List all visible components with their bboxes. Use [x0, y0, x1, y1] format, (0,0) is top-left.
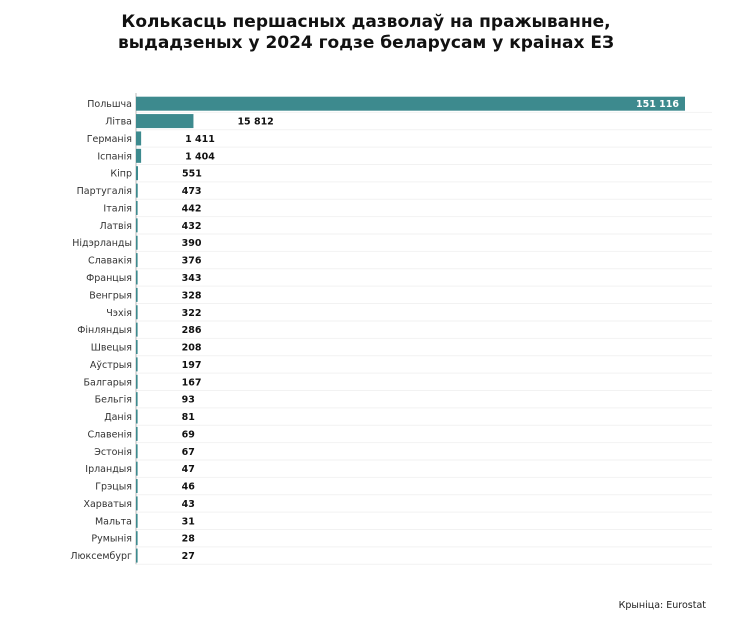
category-label: Харватыя [83, 498, 132, 510]
value-label: 67 [181, 446, 195, 458]
value-label: 27 [181, 551, 195, 563]
category-label: Іспанія [97, 151, 132, 163]
category-label: Францыя [86, 272, 132, 284]
value-label: 208 [181, 342, 202, 354]
category-label: Эстонія [94, 446, 132, 458]
bar [136, 427, 138, 441]
bar [136, 479, 138, 493]
category-label: Люксембург [70, 551, 132, 563]
bar [136, 462, 138, 476]
value-label: 197 [181, 359, 202, 371]
bar [136, 375, 138, 389]
category-label: Літва [105, 116, 132, 128]
chart-title-line-2: выдадзеных у 2024 годзе беларусам у краінах ЕЗ [117, 33, 615, 53]
bar [136, 131, 141, 145]
category-label: Італія [103, 203, 132, 215]
bar [136, 218, 138, 232]
bar [136, 340, 138, 354]
bar [136, 270, 138, 284]
value-label: 47 [181, 464, 195, 476]
bar [136, 410, 138, 424]
value-label: 46 [181, 481, 195, 493]
value-label: 322 [181, 307, 202, 319]
category-label: Польшча [87, 99, 132, 111]
chart-title-line-1: Колькасць першасных дазволаў на пражыванне, [121, 12, 611, 32]
value-label: 167 [181, 377, 202, 389]
category-label: Ірландыя [85, 464, 132, 476]
value-label: 376 [181, 255, 202, 267]
bar [136, 357, 138, 371]
bar [136, 253, 138, 267]
value-label: 1 404 [185, 151, 215, 163]
bar [136, 531, 138, 545]
value-label: 31 [181, 516, 195, 528]
category-label: Нідэрланды [72, 238, 132, 250]
category-label: Фінляндыя [77, 325, 132, 337]
source-note: Крыніца: Eurostat [618, 600, 706, 611]
value-label: 15 812 [237, 116, 274, 128]
category-label: Кіпр [110, 168, 132, 180]
category-label: Партугалія [76, 186, 132, 198]
category-label: Германія [86, 133, 132, 145]
value-label: 286 [181, 325, 202, 337]
bar [136, 496, 138, 510]
bar [136, 392, 138, 406]
value-label: 151 116 [636, 99, 679, 111]
category-label: Бельгія [94, 394, 132, 406]
bar [136, 166, 138, 180]
category-label: Мальта [94, 516, 132, 528]
category-label: Данія [104, 412, 132, 424]
bar [136, 288, 138, 302]
value-label: 442 [181, 203, 202, 215]
chart-rows [136, 112, 712, 564]
category-label: Чэхія [106, 307, 132, 319]
bar [136, 97, 685, 111]
bar [136, 114, 193, 128]
value-label: 28 [181, 533, 195, 545]
value-label: 81 [181, 412, 195, 424]
category-label: Венгрыя [89, 290, 132, 302]
category-label: Славакія [87, 255, 132, 267]
value-label: 390 [181, 238, 202, 250]
category-label: Румынія [91, 533, 132, 545]
bar [136, 514, 138, 528]
value-label: 1 411 [185, 133, 215, 145]
bar [136, 444, 138, 458]
bar [136, 549, 138, 563]
value-label: 328 [181, 290, 202, 302]
category-labels [70, 99, 132, 562]
value-label: 432 [181, 220, 202, 232]
bar [136, 323, 138, 337]
category-label: Аўстрыя [89, 359, 132, 371]
category-label: Славенія [87, 429, 132, 441]
value-label: 93 [181, 394, 195, 406]
value-label: 551 [182, 168, 202, 180]
value-label: 343 [181, 272, 202, 284]
value-label: 43 [181, 498, 195, 510]
category-label: Швецыя [90, 342, 132, 354]
category-label: Балгарыя [83, 377, 132, 389]
value-label: 473 [181, 186, 202, 198]
category-label: Латвія [99, 220, 132, 232]
value-label: 69 [181, 429, 195, 441]
value-labels [182, 99, 680, 562]
bar [136, 201, 138, 215]
chart-bars [136, 97, 685, 563]
bar [136, 236, 138, 250]
category-label: Грэцыя [95, 481, 132, 493]
bar [136, 184, 138, 198]
bar [136, 149, 141, 163]
bar [136, 305, 138, 319]
